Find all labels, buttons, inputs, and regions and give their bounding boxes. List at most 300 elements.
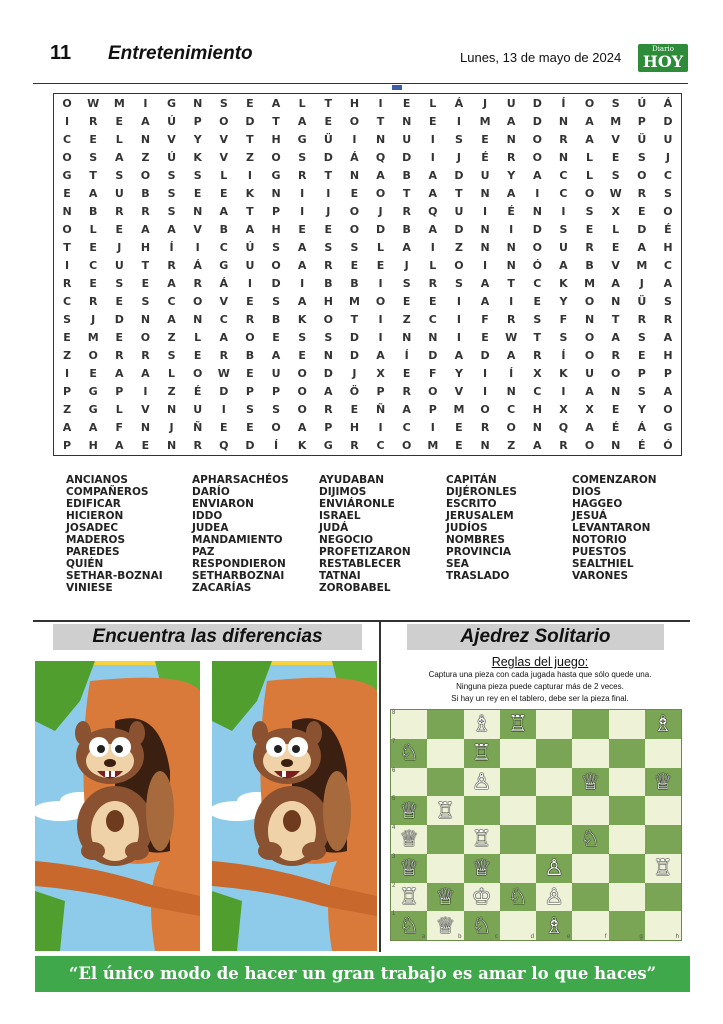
board-square[interactable] bbox=[464, 768, 500, 797]
board-square[interactable] bbox=[609, 796, 645, 825]
grid-letter: N bbox=[140, 313, 151, 327]
grid-letter: Z bbox=[507, 439, 516, 453]
grid-letter: U bbox=[663, 132, 673, 146]
grid-letter: H bbox=[271, 132, 281, 146]
board-square[interactable] bbox=[391, 825, 427, 854]
board-square[interactable] bbox=[500, 796, 536, 825]
grid-letter: S bbox=[89, 150, 98, 164]
differences-title: Encuentra las diferencias bbox=[53, 624, 362, 650]
board-square[interactable] bbox=[609, 768, 645, 797]
board-square[interactable] bbox=[572, 768, 608, 797]
grid-letter: E bbox=[429, 295, 437, 309]
section-divider bbox=[33, 620, 690, 622]
grid-letter: E bbox=[246, 295, 254, 309]
grid-letter: N bbox=[480, 186, 490, 200]
board-square[interactable] bbox=[500, 710, 536, 739]
word-item: RESPONDIERON bbox=[192, 558, 286, 570]
grid-letter: N bbox=[193, 204, 203, 218]
grid-letter: O bbox=[663, 403, 673, 417]
grid-letter: E bbox=[324, 114, 333, 128]
board-square[interactable] bbox=[391, 739, 427, 768]
grid-letter: I bbox=[352, 132, 357, 146]
board-square[interactable] bbox=[464, 825, 500, 854]
grid-letter: J bbox=[404, 258, 409, 272]
grid-letter: T bbox=[611, 313, 620, 327]
grid-letter: V bbox=[454, 385, 464, 399]
word-item: EDIFICAR bbox=[66, 498, 121, 510]
grid-letter: W bbox=[217, 367, 230, 381]
chess-piece-icon[interactable]: ♕ bbox=[580, 768, 601, 794]
board-square[interactable] bbox=[464, 739, 500, 768]
grid-letter: I bbox=[300, 204, 305, 218]
grid-letter: A bbox=[611, 331, 620, 345]
grid-letter: Á bbox=[637, 421, 647, 435]
grid-letter: D bbox=[454, 168, 464, 182]
logo-small-text: Diario bbox=[652, 45, 674, 53]
grid-letter: N bbox=[611, 439, 621, 453]
grid-letter: A bbox=[480, 295, 490, 309]
grid-letter: A bbox=[167, 277, 176, 291]
grid-letter: C bbox=[167, 295, 176, 309]
grid-letter: U bbox=[558, 240, 568, 254]
board-square[interactable] bbox=[609, 883, 645, 912]
grid-letter: É bbox=[611, 421, 620, 435]
board-square[interactable] bbox=[536, 854, 572, 883]
board-square[interactable] bbox=[500, 825, 536, 854]
grid-letter: I bbox=[535, 186, 540, 200]
grid-letter: W bbox=[609, 186, 622, 200]
board-square[interactable] bbox=[609, 825, 645, 854]
grid-letter: P bbox=[272, 204, 281, 218]
board-square[interactable] bbox=[427, 768, 463, 797]
word-column bbox=[192, 474, 319, 594]
grid-letter: O bbox=[532, 150, 542, 164]
board-square[interactable] bbox=[427, 796, 463, 825]
grid-letter: E bbox=[481, 132, 489, 146]
grid-letter: A bbox=[428, 186, 438, 200]
grid-letter: S bbox=[637, 385, 646, 399]
grid-letter: Q bbox=[375, 150, 386, 164]
board-square[interactable] bbox=[391, 796, 427, 825]
chess-rule: Captura una pieza con cada jugada hasta que sólo quede una. bbox=[428, 670, 652, 679]
chess-piece-icon[interactable]: ♕ bbox=[435, 883, 456, 909]
grid-letter: M bbox=[348, 295, 360, 309]
board-square[interactable] bbox=[572, 710, 608, 739]
grid-letter: Z bbox=[245, 150, 254, 164]
board-square[interactable] bbox=[427, 911, 463, 940]
chess-piece-icon[interactable]: ♖ bbox=[435, 797, 456, 823]
grid-letter: O bbox=[375, 186, 386, 200]
newspaper-logo bbox=[638, 44, 688, 72]
chess-piece-icon[interactable]: ♖ bbox=[653, 855, 673, 881]
grid-letter: E bbox=[246, 421, 254, 435]
board-square[interactable] bbox=[536, 768, 572, 797]
grid-letter: O bbox=[140, 331, 151, 345]
grid-letter: I bbox=[483, 367, 488, 381]
grid-letter: O bbox=[88, 349, 98, 363]
grid-letter: I bbox=[430, 132, 435, 146]
board-square[interactable] bbox=[391, 768, 427, 797]
chess-piece-icon[interactable]: ♖ bbox=[399, 883, 419, 909]
grid-letter: R bbox=[141, 349, 150, 363]
board-square[interactable] bbox=[536, 825, 572, 854]
grid-letter: O bbox=[611, 367, 621, 381]
grid-letter: R bbox=[141, 204, 150, 218]
board-square[interactable] bbox=[645, 883, 681, 912]
grid-letter: S bbox=[115, 168, 124, 182]
grid-letter: P bbox=[428, 403, 437, 417]
chess-piece-icon[interactable]: ♘ bbox=[399, 740, 419, 766]
grid-letter: Ú bbox=[245, 240, 255, 254]
word-item: ESCRITO bbox=[446, 498, 497, 510]
word-item: APHARSACHÉOS bbox=[192, 474, 289, 486]
grid-letter: N bbox=[480, 222, 490, 236]
grid-letter: E bbox=[115, 222, 124, 236]
board-square[interactable] bbox=[391, 854, 427, 883]
grid-letter: I bbox=[378, 96, 383, 110]
board-square[interactable] bbox=[500, 854, 536, 883]
grid-letter: N bbox=[140, 421, 151, 435]
grid-letter: I bbox=[430, 240, 435, 254]
chess-piece-icon[interactable]: ♗ bbox=[544, 912, 564, 938]
chess-piece-icon[interactable]: ♖ bbox=[508, 711, 528, 737]
board-square[interactable] bbox=[645, 768, 681, 797]
grid-letter: G bbox=[663, 421, 673, 435]
header-divider bbox=[33, 83, 688, 84]
chess-piece-icon[interactable]: ♙ bbox=[471, 768, 492, 794]
grid-letter: A bbox=[141, 114, 150, 128]
board-square[interactable] bbox=[500, 911, 536, 940]
grid-letter: A bbox=[559, 258, 568, 272]
grid-letter: V bbox=[193, 222, 202, 236]
board-square[interactable] bbox=[500, 739, 536, 768]
grid-letter: R bbox=[637, 313, 647, 327]
grid-letter: R bbox=[167, 258, 176, 272]
grid-letter: O bbox=[193, 295, 203, 309]
grid-letter: G bbox=[88, 385, 98, 399]
word-item: ZACARÍAS bbox=[192, 582, 252, 594]
board-square[interactable] bbox=[464, 911, 500, 940]
grid-letter: A bbox=[167, 222, 176, 236]
grid-letter: O bbox=[62, 150, 72, 164]
grid-letter: I bbox=[65, 367, 70, 381]
grid-letter: Z bbox=[63, 403, 72, 417]
page-number: 11 bbox=[50, 42, 72, 64]
chess-piece-icon[interactable]: ♖ bbox=[471, 740, 492, 766]
board-square[interactable] bbox=[572, 825, 608, 854]
grid-letter: L bbox=[429, 258, 437, 272]
grid-letter: H bbox=[271, 222, 281, 236]
grid-letter: E bbox=[324, 222, 333, 236]
chess-piece-icon[interactable]: ♕ bbox=[471, 855, 492, 881]
grid-letter: Q bbox=[558, 421, 569, 435]
board-square[interactable] bbox=[572, 911, 608, 940]
board-square[interactable] bbox=[645, 911, 681, 940]
grid-letter: A bbox=[297, 114, 307, 128]
grid-letter: Q bbox=[219, 439, 229, 453]
grid-letter: O bbox=[375, 295, 386, 309]
board-square[interactable] bbox=[609, 911, 645, 940]
grid-letter: H bbox=[140, 240, 151, 254]
grid-letter: D bbox=[323, 150, 333, 164]
grid-letter: A bbox=[297, 258, 307, 272]
chess-piece-icon[interactable]: ♕ bbox=[653, 768, 673, 794]
grid-letter: K bbox=[297, 439, 307, 453]
grid-letter: S bbox=[585, 204, 594, 218]
grid-letter: E bbox=[585, 222, 594, 236]
grid-letter: K bbox=[193, 150, 202, 164]
grid-letter: I bbox=[143, 96, 148, 110]
board-square[interactable] bbox=[609, 739, 645, 768]
grid-letter: P bbox=[272, 385, 281, 399]
grid-letter: E bbox=[115, 331, 124, 345]
grid-letter: A bbox=[506, 349, 516, 363]
chess-piece-icon[interactable]: ♔ bbox=[471, 883, 492, 909]
grid-letter: X bbox=[559, 403, 568, 417]
chess-piece-icon[interactable]: ♖ bbox=[471, 826, 492, 852]
grid-letter: E bbox=[89, 277, 97, 291]
grid-letter: C bbox=[402, 421, 411, 435]
grid-letter: R bbox=[115, 349, 124, 363]
grid-letter: Y bbox=[559, 295, 568, 309]
board-square[interactable] bbox=[645, 825, 681, 854]
board-square[interactable] bbox=[464, 883, 500, 912]
grid-letter: L bbox=[115, 403, 123, 417]
board-square[interactable] bbox=[427, 739, 463, 768]
board-square[interactable] bbox=[391, 911, 427, 940]
board-square[interactable] bbox=[536, 796, 572, 825]
grid-letter: Ü bbox=[637, 132, 647, 146]
grid-letter: A bbox=[585, 132, 594, 146]
grid-letter: V bbox=[219, 295, 229, 309]
grid-letter: C bbox=[533, 385, 542, 399]
chess-piece-icon[interactable]: ♙ bbox=[544, 883, 564, 909]
grid-letter: I bbox=[300, 277, 305, 291]
grid-letter: O bbox=[637, 168, 647, 182]
grid-letter: D bbox=[428, 349, 438, 363]
grid-letter: P bbox=[637, 114, 646, 128]
board-square[interactable] bbox=[609, 710, 645, 739]
grid-letter: N bbox=[166, 439, 177, 453]
grid-letter: N bbox=[584, 313, 595, 327]
grid-letter: A bbox=[663, 385, 673, 399]
grid-letter: R bbox=[115, 204, 124, 218]
grid-letter: V bbox=[219, 132, 229, 146]
board-square[interactable] bbox=[536, 883, 572, 912]
grid-letter: U bbox=[506, 96, 516, 110]
grid-letter: Ö bbox=[349, 385, 360, 399]
grid-letter: R bbox=[350, 439, 359, 453]
grid-letter: E bbox=[402, 367, 411, 381]
board-square[interactable] bbox=[500, 883, 536, 912]
chess-piece-icon[interactable]: ♘ bbox=[508, 883, 528, 909]
word-item: HICIERON bbox=[66, 510, 124, 522]
chess-piece-icon[interactable]: ♗ bbox=[653, 711, 673, 737]
chess-piece-icon[interactable]: ♙ bbox=[544, 855, 564, 881]
grid-letter: S bbox=[454, 132, 463, 146]
squirrel-image-right bbox=[212, 661, 377, 951]
grid-letter: R bbox=[297, 168, 307, 182]
grid-letter: A bbox=[297, 421, 307, 435]
file-label: h bbox=[675, 934, 679, 940]
grid-letter: C bbox=[663, 168, 672, 182]
grid-letter: F bbox=[429, 367, 437, 381]
board-square[interactable] bbox=[464, 710, 500, 739]
grid-letter: C bbox=[376, 439, 385, 453]
word-item: TATNAI bbox=[319, 570, 361, 582]
grid-letter: E bbox=[115, 114, 124, 128]
grid-letter: H bbox=[323, 295, 333, 309]
grid-letter: R bbox=[480, 421, 490, 435]
grid-letter: O bbox=[349, 222, 360, 236]
board-square[interactable] bbox=[464, 796, 500, 825]
board-square[interactable] bbox=[536, 739, 572, 768]
board-square[interactable] bbox=[427, 883, 463, 912]
grid-letter: B bbox=[324, 277, 333, 291]
grid-letter: G bbox=[271, 168, 281, 182]
grid-letter: E bbox=[533, 295, 542, 309]
grid-letter: O bbox=[584, 186, 595, 200]
word-item: VARONES bbox=[572, 570, 629, 582]
grid-letter: E bbox=[350, 186, 359, 200]
chess-piece-icon[interactable]: ♕ bbox=[399, 826, 419, 852]
grid-letter: U bbox=[454, 204, 464, 218]
file-label: c bbox=[494, 934, 498, 940]
grid-letter: B bbox=[88, 204, 98, 218]
grid-letter: E bbox=[376, 258, 385, 272]
grid-letter: U bbox=[585, 367, 595, 381]
word-item: DARÍO bbox=[192, 486, 230, 498]
grid-letter: A bbox=[454, 349, 464, 363]
grid-letter: P bbox=[63, 385, 72, 399]
grid-letter: J bbox=[91, 313, 96, 327]
board-square[interactable] bbox=[572, 854, 608, 883]
grid-letter: O bbox=[584, 349, 595, 363]
chess-piece-icon[interactable]: ♕ bbox=[399, 797, 419, 823]
file-label: b bbox=[458, 934, 462, 940]
grid-letter: B bbox=[245, 349, 255, 363]
grid-letter: N bbox=[271, 186, 281, 200]
board-square[interactable] bbox=[536, 911, 572, 940]
grid-letter: O bbox=[140, 168, 151, 182]
file-label: g bbox=[639, 934, 643, 940]
grid-letter: I bbox=[430, 421, 435, 435]
word-column bbox=[446, 474, 572, 594]
board-square[interactable] bbox=[464, 854, 500, 883]
grid-letter: E bbox=[63, 186, 71, 200]
grid-letter: W bbox=[87, 96, 100, 110]
grid-letter: A bbox=[663, 277, 673, 291]
word-item: JUDÍOS bbox=[446, 522, 488, 534]
word-item: DIJIMOS bbox=[319, 486, 367, 498]
board-square[interactable] bbox=[572, 796, 608, 825]
board-square[interactable] bbox=[609, 854, 645, 883]
board-square[interactable] bbox=[391, 883, 427, 912]
board-square[interactable] bbox=[645, 796, 681, 825]
board-square[interactable] bbox=[391, 710, 427, 739]
grid-letter: B bbox=[141, 186, 150, 200]
board-square[interactable] bbox=[645, 739, 681, 768]
board-square[interactable] bbox=[500, 768, 536, 797]
chess-piece-icon[interactable]: ♗ bbox=[471, 711, 492, 737]
grid-letter: I bbox=[65, 114, 70, 128]
chess-piece-icon[interactable]: ♘ bbox=[580, 826, 601, 852]
grid-letter: S bbox=[454, 277, 463, 291]
grid-letter: C bbox=[559, 186, 568, 200]
board-square[interactable] bbox=[645, 710, 681, 739]
grid-letter: I bbox=[378, 421, 383, 435]
grid-letter: N bbox=[506, 385, 516, 399]
grid-letter: O bbox=[584, 331, 595, 345]
grid-letter: T bbox=[141, 258, 150, 272]
board-square[interactable] bbox=[427, 710, 463, 739]
grid-letter: G bbox=[62, 168, 72, 182]
board-square[interactable] bbox=[427, 825, 463, 854]
grid-letter: A bbox=[324, 385, 333, 399]
word-item: JUDÁ bbox=[319, 522, 349, 534]
grid-letter: E bbox=[89, 367, 97, 381]
grid-letter: A bbox=[297, 295, 307, 309]
board-square[interactable] bbox=[645, 854, 681, 883]
grid-letter: D bbox=[245, 439, 255, 453]
grid-letter: F bbox=[115, 421, 124, 435]
grid-letter: D bbox=[532, 222, 542, 236]
chess-piece-icon[interactable]: ♘ bbox=[471, 912, 492, 938]
grid-letter: T bbox=[455, 186, 463, 200]
grid-letter: R bbox=[324, 403, 333, 417]
grid-letter: A bbox=[428, 168, 438, 182]
grid-letter: J bbox=[639, 277, 644, 291]
grid-letter: O bbox=[584, 439, 595, 453]
grid-letter: A bbox=[141, 367, 150, 381]
grid-letter: O bbox=[297, 367, 307, 381]
grid-letter: M bbox=[87, 331, 99, 345]
chess-piece-icon[interactable]: ♕ bbox=[435, 912, 456, 938]
board-square[interactable] bbox=[427, 854, 463, 883]
grid-letter: N bbox=[166, 403, 177, 417]
grid-letter: É bbox=[481, 150, 489, 164]
grid-letter: A bbox=[376, 168, 385, 182]
grid-letter: O bbox=[193, 367, 203, 381]
grid-letter: F bbox=[481, 313, 489, 327]
grid-letter: S bbox=[298, 331, 307, 345]
grid-letter: A bbox=[585, 114, 594, 128]
board-square[interactable] bbox=[572, 739, 608, 768]
grid-letter: R bbox=[402, 385, 411, 399]
chess-piece-icon[interactable]: ♘ bbox=[399, 912, 419, 938]
grid-letter: Z bbox=[167, 385, 176, 399]
word-item: QUIÉN bbox=[66, 558, 104, 570]
grid-letter: N bbox=[323, 349, 333, 363]
grid-letter: G bbox=[297, 132, 307, 146]
grid-letter: N bbox=[532, 421, 542, 435]
grid-letter: P bbox=[637, 367, 646, 381]
grid-letter: S bbox=[167, 204, 176, 218]
chess-piece-icon[interactable]: ♕ bbox=[399, 855, 419, 881]
grid-letter: T bbox=[507, 277, 515, 291]
rank-label: 4 bbox=[392, 825, 396, 831]
board-square[interactable] bbox=[536, 710, 572, 739]
chess-rule: Ninguna pieza puede capturar más de 2 veces. bbox=[456, 682, 624, 691]
board-square[interactable] bbox=[572, 883, 608, 912]
word-item: JERUSALEM bbox=[446, 510, 514, 522]
grid-letter: D bbox=[323, 367, 333, 381]
grid-letter: A bbox=[88, 186, 98, 200]
grid-letter: O bbox=[271, 150, 281, 164]
word-item: JESUÁ bbox=[572, 510, 607, 522]
grid-letter: A bbox=[428, 222, 438, 236]
grid-letter: I bbox=[561, 204, 566, 218]
